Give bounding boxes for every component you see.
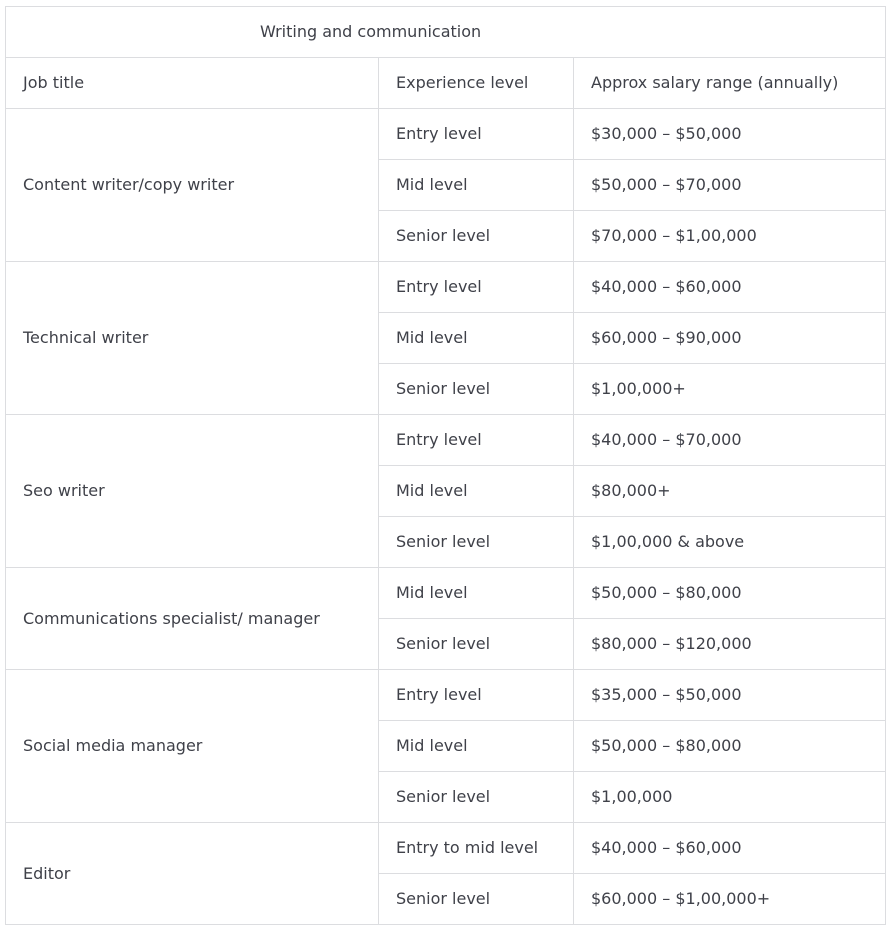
salary-range-cell: $30,000 – $50,000 [574,109,886,160]
table-row [6,670,886,721]
experience-level-cell: Mid level [379,721,574,772]
salary-table [5,6,886,925]
salary-range-cell: $40,000 – $60,000 [574,823,886,874]
table-row [6,262,886,313]
experience-level-cell: Senior level [379,874,574,925]
salary-range-cell: $1,00,000 & above [574,517,886,568]
salary-range-cell: $50,000 – $80,000 [574,721,886,772]
experience-level-cell: Entry level [379,109,574,160]
table-body [6,7,886,925]
experience-level-cell: Senior level [379,517,574,568]
salary-range-cell: $1,00,000+ [574,364,886,415]
job-title-cell: Editor [6,823,379,925]
experience-level-cell: Senior level [379,364,574,415]
job-title-cell: Content writer/copy writer [6,109,379,262]
salary-range-cell: $60,000 – $90,000 [574,313,886,364]
experience-level-cell: Mid level [379,313,574,364]
header-salary-range: Approx salary range (annually) [574,58,886,109]
experience-level-cell: Entry to mid level [379,823,574,874]
caption-row [6,7,886,58]
table-row [6,568,886,619]
experience-level-cell: Mid level [379,568,574,619]
table-row [6,415,886,466]
salary-range-cell: $70,000 – $1,00,000 [574,211,886,262]
experience-level-cell: Entry level [379,670,574,721]
experience-level-cell: Senior level [379,772,574,823]
experience-level-cell: Senior level [379,211,574,262]
salary-range-cell: $50,000 – $70,000 [574,160,886,211]
salary-range-cell: $60,000 – $1,00,000+ [574,874,886,925]
salary-range-cell: $1,00,000 [574,772,886,823]
salary-range-cell: $80,000 – $120,000 [574,619,886,670]
table-caption: Writing and communication [6,7,886,58]
table-row [6,823,886,874]
experience-level-cell: Entry level [379,415,574,466]
experience-level-cell: Mid level [379,160,574,211]
header-job-title: Job title [6,58,379,109]
salary-range-cell: $40,000 – $70,000 [574,415,886,466]
header-experience-level: Experience level [379,58,574,109]
table-row [6,109,886,160]
salary-range-cell: $50,000 – $80,000 [574,568,886,619]
job-title-cell: Communications specialist/ manager [6,568,379,670]
experience-level-cell: Senior level [379,619,574,670]
experience-level-cell: Entry level [379,262,574,313]
header-row [6,58,886,109]
salary-range-cell: $40,000 – $60,000 [574,262,886,313]
job-title-cell: Technical writer [6,262,379,415]
salary-range-cell: $80,000+ [574,466,886,517]
experience-level-cell: Mid level [379,466,574,517]
salary-range-cell: $35,000 – $50,000 [574,670,886,721]
job-title-cell: Seo writer [6,415,379,568]
job-title-cell: Social media manager [6,670,379,823]
